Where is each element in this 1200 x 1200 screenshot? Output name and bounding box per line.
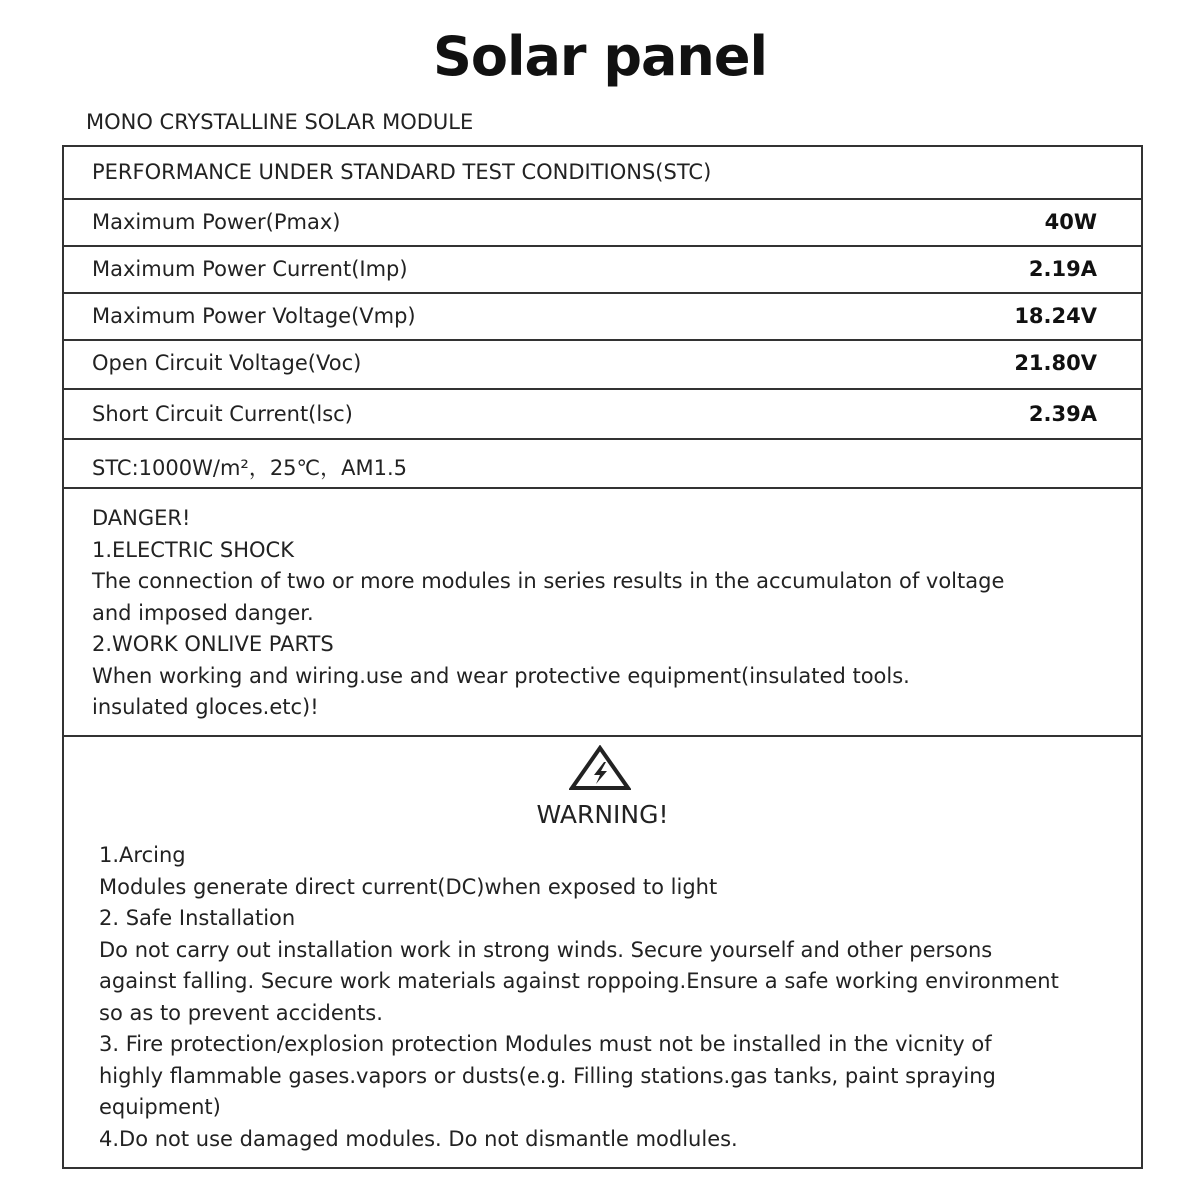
spec-row-voc <box>64 341 1141 390</box>
spec-label: Open Circuit Voltage(Voc) <box>92 351 362 375</box>
danger-text-block <box>92 503 1112 724</box>
spec-label: Maximum Power(Pmax) <box>92 210 341 234</box>
warning-title: WARNING! <box>536 800 669 829</box>
spec-row-pmax <box>64 200 1141 247</box>
warning-line: Do not carry out installation work in strong winds. Secure yourself and other persons <box>99 937 993 962</box>
stc-note: STC:1000W/m²，25℃，AM1.5 <box>92 456 408 480</box>
danger-line: 1.ELECTRIC SHOCK <box>92 537 294 562</box>
stc-note-row <box>64 440 1141 489</box>
spec-value: 40W <box>1044 210 1097 234</box>
warning-line: equipment) <box>99 1095 221 1119</box>
spec-label: Short Circuit Current(lsc) <box>92 402 353 426</box>
spec-row-isc <box>64 390 1141 440</box>
stc-header-row <box>64 147 1141 200</box>
spec-label: Maximum Power Voltage(Vmp) <box>92 304 416 328</box>
warning-line: 2. Safe Installation <box>99 906 296 930</box>
spec-value: 2.19A <box>1028 257 1097 281</box>
spec-row-imp <box>64 247 1141 294</box>
warning-text-block <box>99 840 1129 1155</box>
page-title: Solar panel <box>432 25 768 88</box>
spec-value: 18.24V <box>1014 304 1097 328</box>
warning-line: so as to prevent accidents. <box>99 1000 383 1025</box>
warning-line: 4.Do not use damaged modules. Do not dismantle modlules. <box>99 1126 738 1151</box>
warning-line: against falling. Secure work materials against roppoing.Ensure a safe working environment <box>99 969 1059 993</box>
spec-label: Maximum Power Current(Imp) <box>92 257 408 281</box>
danger-line: insulated gloces.etc)! <box>92 695 319 719</box>
danger-line: The connection of two or more modules in series results in the accumulaton of voltage <box>92 569 1005 593</box>
warning-line: Modules generate direct current(DC)when exposed to light <box>99 874 718 899</box>
danger-line: 2.WORK ONLIVE PARTS <box>92 632 334 656</box>
warning-line: highly flammable gases.vapors or dusts(e.g. Filling stations.gas tanks, paint spraying <box>99 1063 996 1088</box>
spec-value: 21.80V <box>1014 351 1097 375</box>
danger-line: When working and wiring.use and wear protective equipment(insulated tools. <box>92 663 910 688</box>
warning-line: 3. Fire protection/explosion protection Modules must not be installed in the vicnity of <box>99 1032 992 1056</box>
danger-line: and imposed danger. <box>92 600 314 625</box>
stc-header-label: PERFORMANCE UNDER STANDARD TEST CONDITIONS(STC) <box>92 160 712 184</box>
warning-line: 1.Arcing <box>99 843 186 867</box>
high-voltage-warning-icon <box>569 745 631 791</box>
spec-row-vmp <box>64 294 1141 341</box>
page-subtitle: MONO CRYSTALLINE SOLAR MODULE <box>86 110 474 134</box>
spec-value: 2.39A <box>1028 402 1097 426</box>
spec-sheet-frame <box>62 145 1143 1169</box>
danger-heading: DANGER! <box>92 506 191 530</box>
